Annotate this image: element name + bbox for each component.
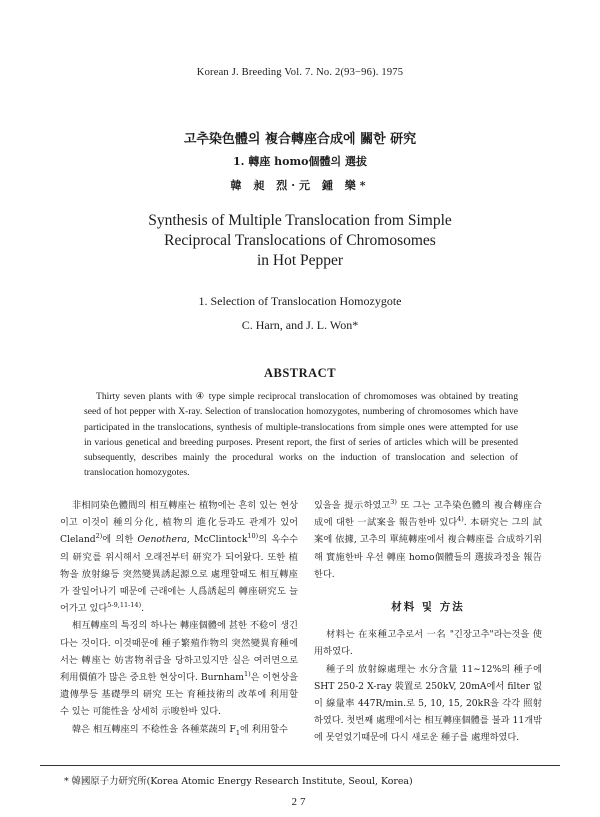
english-title-line: Reciprocal Translocations of Chromosomes: [164, 232, 436, 249]
body-text: , McClintock: [186, 534, 248, 546]
body-paragraph: [60, 497, 298, 617]
footnote: * 韓國原子力研究所(Korea Atomic Energy Research Institute, Seoul, Korea): [64, 776, 413, 787]
footnote-divider: [40, 765, 560, 766]
body-text: .: [141, 603, 145, 615]
korean-authors: 韓 昶 烈·元 鍾 樂*: [230, 179, 370, 192]
citation-ref: 5-9,11-14): [107, 601, 142, 610]
abstract-heading: ABSTRACT: [263, 366, 337, 380]
body-paragraph: [60, 721, 298, 738]
citation-ref: 10): [247, 532, 259, 541]
citation-ref: 4): [457, 515, 464, 524]
english-title-line: in Hot Pepper: [256, 252, 344, 269]
body-text: 또 그는 고추染色體의 複合轉座合成에 대한 一試案을 報告한바 있다: [314, 500, 542, 529]
body-text: 相互轉座의 특징의 하나는 轉座個體에 甚한 不稔이 생긴다는 것이다. 이것때문에 種子繁殖作物의 突然變異育種에서는 轉座는 妨害物취급을 당하고있지만 실은 여러면으로 利用價値가 많은 중요한 현상이다. Burnham: [60, 620, 298, 684]
body-text: 의 옥수수의 研究를 위시해서 오래전부터 研究가 되어왔다. 또한 植物을 放射線등 突然變異誘起源으로 處理할때도 相互轉座가 잘일어나기 때문에 근래에는 人爲誘起의 轉座研究도 늘어가고 있다: [60, 534, 298, 615]
body-text: 은 이현상을 遺傳學등 基礎學의 研究 또는 育種技術의 改革에 利用할 수 있는 可能性을 상세히 示唆한바 있다.: [60, 672, 298, 718]
korean-title: 고추染色體의 複合轉座合成에 關한 研究: [183, 132, 417, 147]
abstract-text: Thirty seven plants with ④ type simple reciprocal translocation of chromomoses was obtained by treating seed of hot pepper with X-ray. Selection of translocation homozygotes, numbering of chromosomes which have participated in the translocations, synthesis of multiple-translocations from simple ones were attempted for use in various genetical and breeding purposes. Present report, the first of series of articles which will be presented subsequently, describes mainly the procedural works on the induction of translocation and selection of translocation homozygotes.: [84, 391, 518, 479]
english-title: [0, 211, 600, 271]
journal-header: Korean J. Breeding Vol. 7. No. 2(93−96). 1975: [196, 67, 404, 78]
species-name: Oenothera: [137, 534, 187, 546]
body-text: . 本研究는 그의 試案에 依據, 고추의 單純轉座에서 複合轉座를 合成하기위해 實施한바 우선 轉座 homo個體들의 選拔과정을 報告한다.: [314, 517, 542, 580]
english-subtitle: 1. Selection of Translocation Homozygote: [198, 294, 402, 308]
methods-heading: 材料 및 方法: [391, 601, 465, 614]
body-paragraph: [314, 497, 542, 583]
subscript: 1: [235, 728, 240, 737]
citation-ref: 1): [243, 669, 251, 678]
body-paragraph: 材料는 在來種고추로서 一名 "긴장고추"라는것을 使用하였다.: [314, 629, 542, 658]
english-title-line: Synthesis of Multiple Translocation from Simple: [148, 212, 452, 229]
body-paragraph: 種子의 放射線處理는 水分含量 11∼12%의 種子에 SHT 250-2 X-ray 裝置로 250kV, 20mA에서 filter 없이 線量率 447R/min.로 5, 10, 15, 20kR을 각각 照射하였다. 첫번째 處理에서는 相互轉座個體를 불과 11개밖에 못얻었기때문에 다시 새로운 種子를 處理하였다.: [314, 663, 542, 744]
body-right-column: [314, 497, 542, 747]
english-authors: C. Harn, and J. L. Won*: [241, 318, 359, 332]
body-left-column: [60, 497, 298, 738]
body-text: 에 의한: [102, 534, 138, 546]
page-number: 27: [291, 796, 309, 808]
citation-ref: 3): [390, 497, 397, 506]
body-text: 있을을 提示하였고: [314, 500, 391, 511]
korean-subtitle: 1. 轉座 homo個體의 選拔: [233, 155, 367, 168]
citation-ref: 2): [95, 532, 103, 541]
body-text: 非相同染色體間의 相互轉座는 植物에는 흔히 있는 현상이고 이것이 種의分化, 植物의 進化등과도 관계가 있어 Cleland: [60, 500, 298, 546]
body-text: 에 利用할수: [239, 723, 288, 735]
body-paragraph: [60, 617, 298, 720]
body-text: 韓은 相互轉座의 不稔性을 各種菜蔬의 F: [72, 723, 236, 735]
